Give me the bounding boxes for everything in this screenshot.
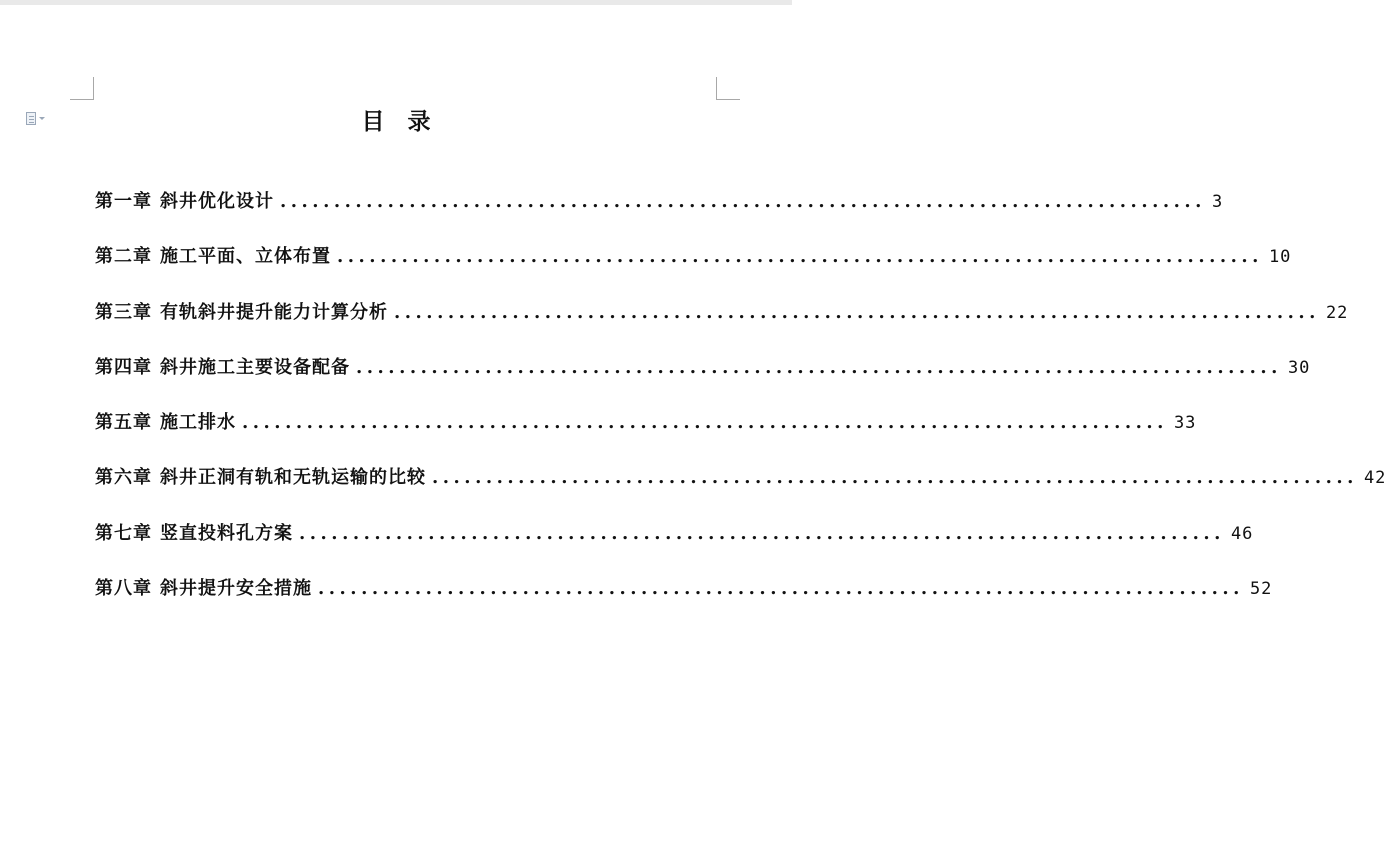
toc-chapter-number: 第四章: [95, 356, 152, 378]
margin-corner-top-right: [716, 77, 740, 100]
toc-chapter-name: 斜井提升安全措施: [160, 578, 312, 600]
toc-entry[interactable]: [95, 242, 1292, 297]
toc-chapter-name: 斜井优化设计: [160, 191, 274, 212]
toc-chapter-number: 第一章: [95, 191, 152, 212]
margin-corner-top-left: [70, 77, 94, 100]
toc-dot-leader: ......................................................................................: [242, 412, 1168, 434]
toc-entry[interactable]: [95, 519, 1254, 574]
toc-chapter-number: 第三章: [95, 301, 152, 323]
toc-chapter-number: 第五章: [95, 412, 152, 434]
toc-chapter-name: 施工平面、立体布置: [160, 246, 331, 268]
toc-page-number: 52: [1249, 579, 1273, 600]
toc-chapter-number: 第六章: [95, 467, 152, 489]
toc-dot-leader: ......................................................................................: [432, 467, 1358, 489]
toc-chapter-name: 斜井施工主要设备配备: [160, 356, 350, 378]
toc-page-number: 22: [1325, 302, 1349, 323]
toc-chapter-number: 第八章: [95, 578, 152, 600]
toc-page-number: 10: [1268, 247, 1292, 268]
toc-entry[interactable]: [95, 187, 1224, 242]
toc-entry[interactable]: [95, 408, 1197, 463]
toc-page-number: 46: [1230, 523, 1254, 544]
toc-entry[interactable]: [95, 463, 1386, 518]
toc-entry[interactable]: [95, 353, 1311, 408]
toc-dot-leader: ......................................................................................: [318, 578, 1244, 600]
toc-dot-leader: ......................................................................................: [299, 522, 1225, 544]
toc-chapter-name: 施工排水: [160, 412, 236, 434]
toc-page-number: 3: [1211, 192, 1224, 212]
toc-title: 目 录: [361, 108, 431, 135]
toc-page-number: 30: [1287, 357, 1311, 378]
toc-chapter-number: 第二章: [95, 246, 152, 268]
toc-dot-leader: ......................................................................................: [280, 191, 1206, 212]
toc-chapter-name: 斜井正洞有轨和无轨运输的比较: [160, 467, 426, 489]
toc-dot-leader: ......................................................................................: [337, 246, 1263, 268]
toc-chapter-name: 竖直投料孔方案: [160, 522, 293, 544]
toc-page-number: 33: [1173, 413, 1197, 434]
toc-chapter-number: 第七章: [95, 522, 152, 544]
table-of-contents: [95, 187, 1386, 629]
toc-page-number: 42: [1363, 468, 1386, 489]
toc-entry[interactable]: [95, 574, 1273, 629]
toc-dot-leader: ......................................................................................: [356, 356, 1282, 378]
toc-entry[interactable]: [95, 298, 1349, 353]
toc-chapter-name: 有轨斜井提升能力计算分析: [160, 301, 388, 323]
document-page: [0, 5, 1386, 865]
toc-dot-leader: ......................................................................................: [394, 301, 1320, 323]
